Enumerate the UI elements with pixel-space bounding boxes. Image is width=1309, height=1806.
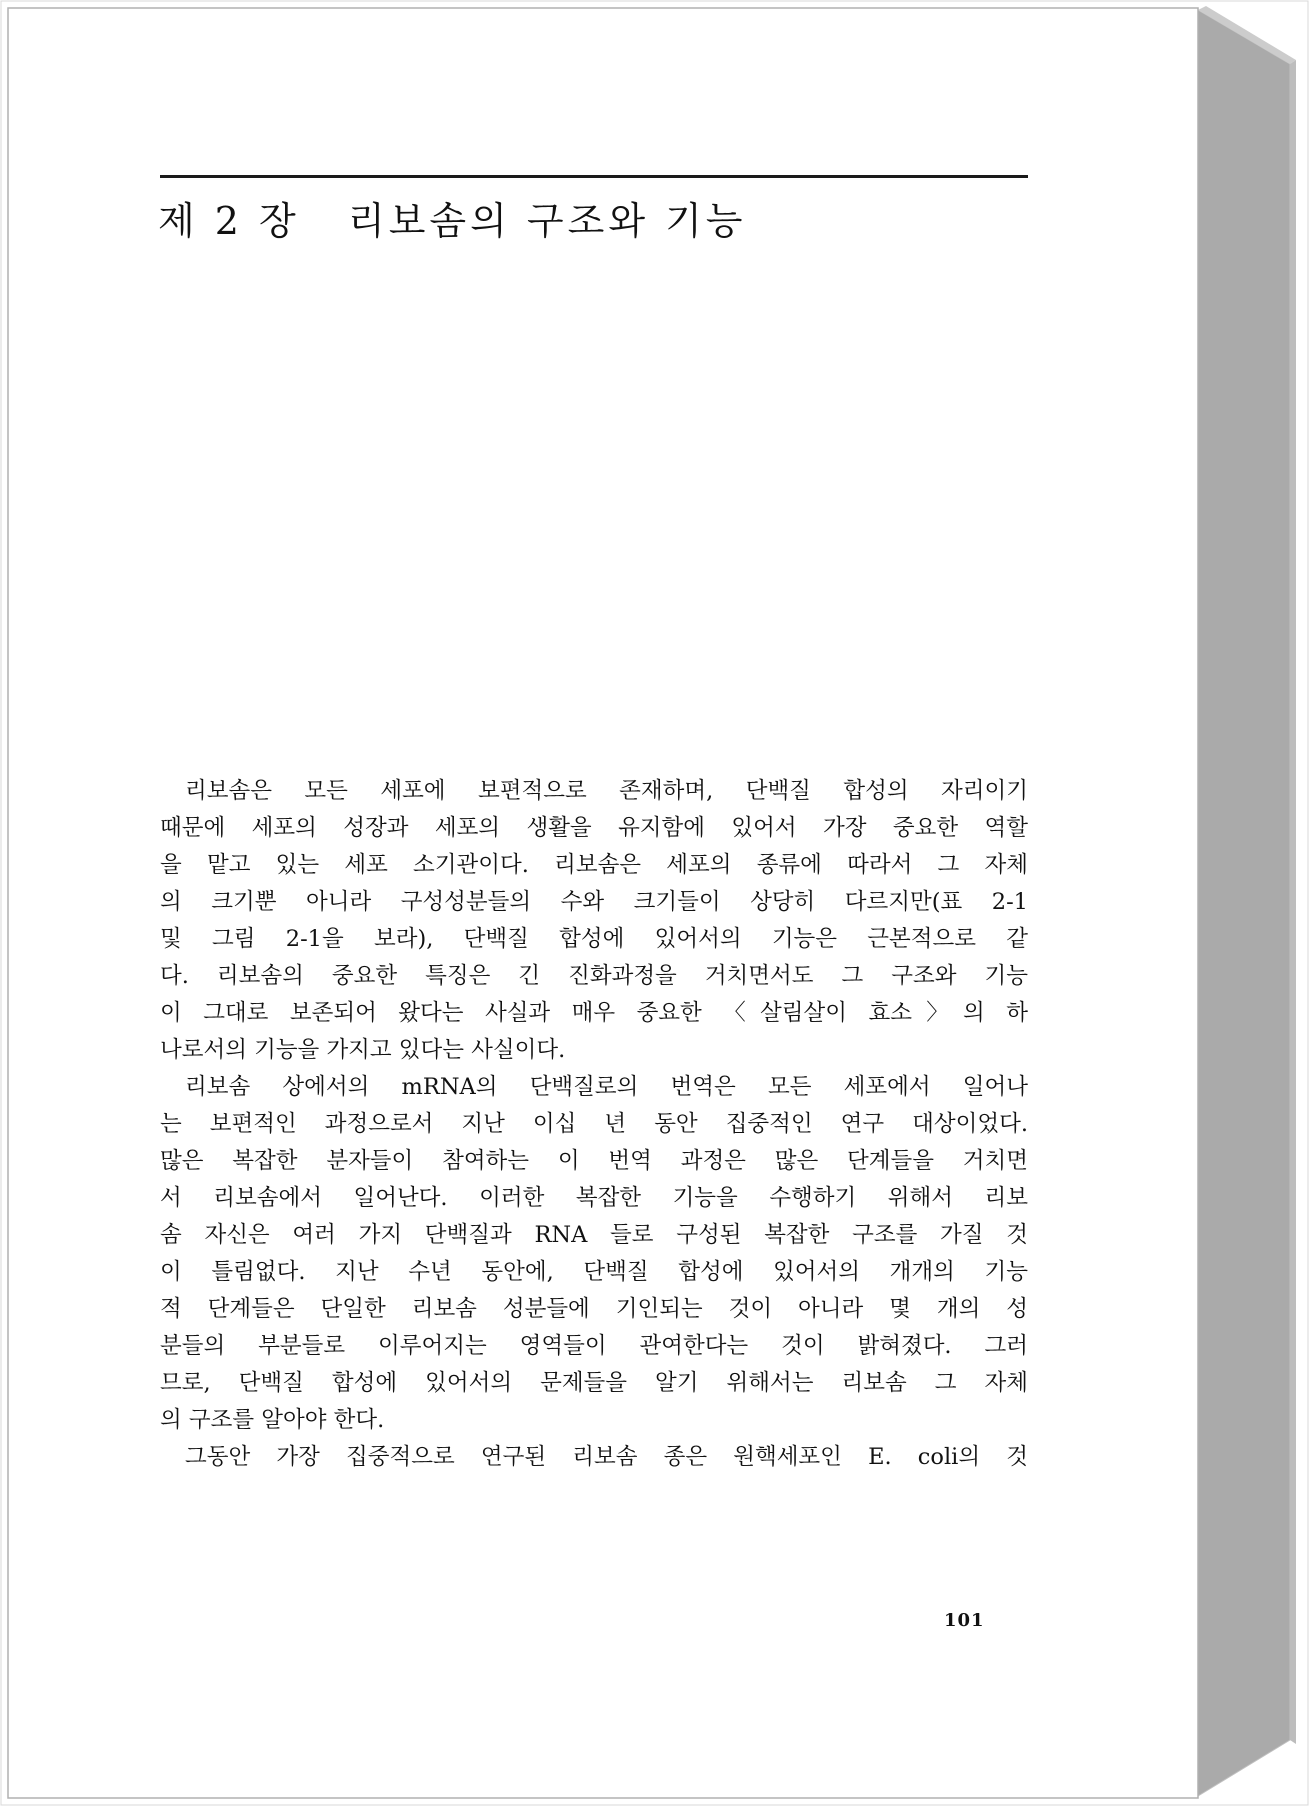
- text-line: 그동안 가장 집중적으로 연구된 리보솜 종은 원핵세포인 E. coli의 것: [185, 1444, 1028, 1470]
- text-line: 적 단계들은 단일한 리보솜 성분들에 기인되는 것이 아니라 몇 개의 성: [160, 1296, 1028, 1322]
- text-line: 나로서의 기능을 가지고 있다는 사실이다.: [160, 1037, 566, 1063]
- page-number: 101: [944, 1610, 985, 1631]
- text-line: 많은 복잡한 분자들이 참여하는 이 번역 과정은 많은 단계들을 거치면: [160, 1148, 1028, 1174]
- text-line: 분들의 부분들로 이루어지는 영역들이 관여한다는 것이 밝혀졌다. 그러: [160, 1333, 1028, 1359]
- chapter-rule: [160, 175, 1028, 178]
- book-spine-shadow: [1198, 10, 1290, 1796]
- text-line: 다. 리보솜의 중요한 특징은 긴 진화과정을 거치면서도 그 구조와 기능: [160, 963, 1028, 989]
- text-line: 의 구조를 알아야 한다.: [160, 1407, 385, 1433]
- text-line: 의 크기뿐 아니라 구성성분들의 수와 크기들이 상당히 다르지만(표 2-1: [160, 889, 1028, 915]
- text-line: 및 그림 2-1을 보라), 단백질 합성에 있어서의 기능은 근본적으로 같: [160, 926, 1028, 952]
- text-line: 리보솜 상에서의 mRNA의 단백질로의 번역은 모든 세포에서 일어나: [185, 1074, 1028, 1100]
- text-line: 솜 자신은 여러 가지 단백질과 RNA 들로 구성된 복잡한 구조를 가질 것: [160, 1222, 1028, 1248]
- text-line: 이 틀림없다. 지난 수년 동안에, 단백질 합성에 있어서의 개개의 기능: [160, 1259, 1028, 1285]
- text-line: 때문에 세포의 성장과 세포의 생활을 유지함에 있어서 가장 중요한 역할: [160, 815, 1028, 841]
- text-line: 을 맡고 있는 세포 소기관이다. 리보솜은 세포의 종류에 따라서 그 자체: [160, 852, 1028, 878]
- text-line: 서 리보솜에서 일어난다. 이러한 복잡한 기능을 수행하기 위해서 리보: [160, 1185, 1028, 1211]
- text-line: 이 그대로 보존되어 왔다는 사실과 매우 중요한 〈살림살이 효소〉의 하: [160, 1000, 1028, 1026]
- text-line: 므로, 단백질 합성에 있어서의 문제들을 알기 위해서는 리보솜 그 자체: [160, 1370, 1028, 1396]
- text-line: 리보솜은 모든 세포에 보편적으로 존재하며, 단백질 합성의 자리이기: [185, 778, 1028, 804]
- text-line: 는 보편적인 과정으로서 지난 이십 년 동안 집중적인 연구 대상이었다.: [160, 1111, 1028, 1137]
- chapter-title: 제 2 장 리보솜의 구조와 기능: [158, 199, 747, 243]
